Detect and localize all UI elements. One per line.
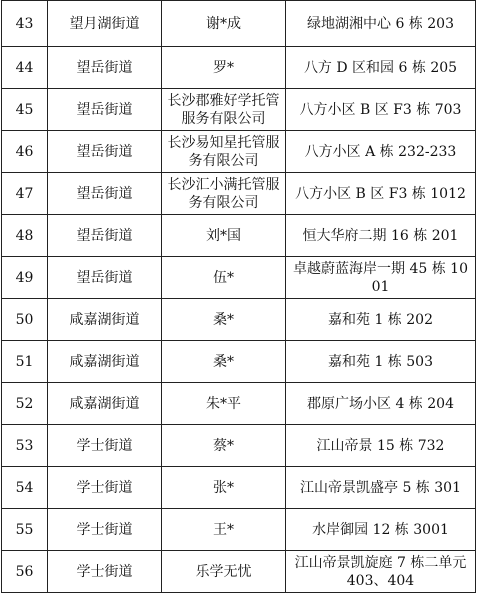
address-cell: 嘉和苑 1 栋 202	[286, 299, 476, 341]
street-cell: 学士街道	[48, 509, 162, 551]
table-row	[2, 341, 476, 383]
table-row	[2, 131, 476, 173]
table-row	[2, 47, 476, 89]
row-number: 46	[2, 131, 48, 173]
table-row	[2, 299, 476, 341]
table-row	[2, 89, 476, 131]
table-row	[2, 257, 476, 299]
address-cell	[286, 467, 476, 509]
row-number: 50	[2, 299, 48, 341]
table-row	[2, 215, 476, 257]
address-cell: 恒大华府二期 16 栋 201	[286, 215, 476, 257]
row-number: 53	[2, 425, 48, 467]
name-text: 长沙易知星托管服务有限公司	[167, 134, 280, 169]
row-number: 52	[2, 383, 48, 425]
address-cell: 江山帝景 15 栋 732	[286, 425, 476, 467]
address-cell	[286, 257, 476, 299]
address-cell: 八方小区 A 栋 232-233	[286, 131, 476, 173]
street-cell: 望岳街道	[48, 257, 162, 299]
street-cell: 望岳街道	[48, 173, 162, 215]
name-cell: 蔡*	[162, 425, 286, 467]
street-cell: 学士街道	[48, 467, 162, 509]
row-number: 43	[2, 1, 48, 47]
street-cell: 望岳街道	[48, 89, 162, 131]
name-text: 长沙汇小满托管服务有限公司	[167, 176, 280, 211]
table-row	[2, 551, 476, 593]
street-cell: 咸嘉湖街道	[48, 299, 162, 341]
name-cell	[162, 173, 286, 215]
name-cell: 张*	[162, 467, 286, 509]
registry-table	[1, 0, 476, 593]
name-text: 长沙郡雅好学托管服务有限公司	[167, 92, 280, 127]
table-row	[2, 425, 476, 467]
row-number: 49	[2, 257, 48, 299]
row-number: 48	[2, 215, 48, 257]
address-cell	[286, 551, 476, 593]
address-cell: 水岸御园 12 栋 3001	[286, 509, 476, 551]
row-number: 54	[2, 467, 48, 509]
address-cell: 八方小区 B 区 F3 栋 703	[286, 89, 476, 131]
name-cell	[162, 89, 286, 131]
name-cell: 罗*	[162, 47, 286, 89]
table-row	[2, 1, 476, 47]
address-text: 八方小区 B 区 F3 栋 1012	[295, 185, 466, 202]
street-cell: 学士街道	[48, 425, 162, 467]
name-cell: 刘*国	[162, 215, 286, 257]
street-cell: 望岳街道	[48, 215, 162, 257]
name-cell: 伍*	[162, 257, 286, 299]
address-cell: 嘉和苑 1 栋 503	[286, 341, 476, 383]
street-cell: 望月湖街道	[48, 1, 162, 47]
name-cell: 桑*	[162, 341, 286, 383]
address-text: 江山帝景凯盛亭 5 栋 301	[300, 479, 461, 496]
table-row	[2, 383, 476, 425]
street-cell: 望岳街道	[48, 131, 162, 173]
street-cell: 咸嘉湖街道	[48, 383, 162, 425]
row-number: 44	[2, 47, 48, 89]
row-number: 47	[2, 173, 48, 215]
street-cell: 望岳街道	[48, 47, 162, 89]
name-cell: 朱*平	[162, 383, 286, 425]
table-row	[2, 509, 476, 551]
row-number: 55	[2, 509, 48, 551]
name-cell: 桑*	[162, 299, 286, 341]
row-number: 45	[2, 89, 48, 131]
name-cell: 谢*成	[162, 1, 286, 47]
table-row	[2, 173, 476, 215]
name-cell: 乐学无忧	[162, 551, 286, 593]
address-cell: 郡原广场小区 4 栋 204	[286, 383, 476, 425]
street-cell: 学士街道	[48, 551, 162, 593]
table-row	[2, 467, 476, 509]
address-cell	[286, 173, 476, 215]
address-text: 卓越蔚蓝海岸一期 45 栋 1001	[293, 260, 468, 295]
row-number: 51	[2, 341, 48, 383]
street-cell: 咸嘉湖街道	[48, 341, 162, 383]
row-number: 56	[2, 551, 48, 593]
name-cell	[162, 131, 286, 173]
address-text: 江山帝景凯旋庭 7 栋二单元 403、404	[294, 554, 467, 589]
address-cell: 八方 D 区和园 6 栋 205	[286, 47, 476, 89]
address-cell: 绿地湖湘中心 6 栋 203	[286, 1, 476, 47]
name-cell: 王*	[162, 509, 286, 551]
